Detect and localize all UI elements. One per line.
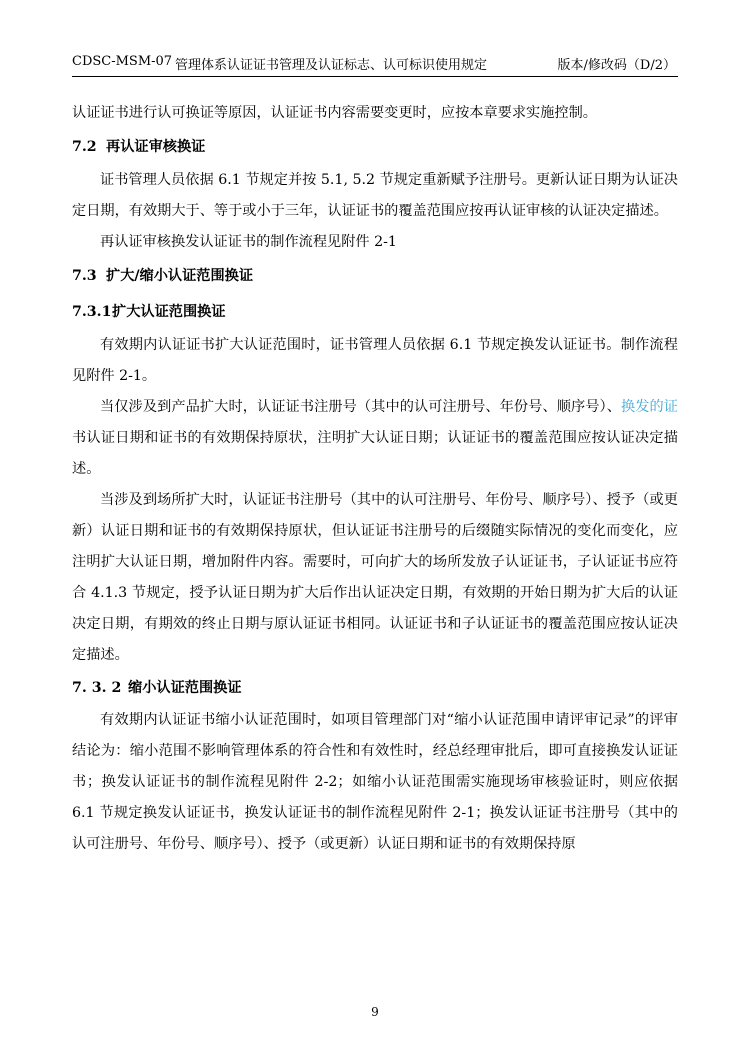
paragraph: 有效期内认证证书扩大认证范围时，证书管理人员依据 6.1 节规定换发认证证书。制作流程见附件 2-1。: [72, 337, 678, 384]
paragraph: 再认证审核换发认证证书的制作流程见附件 2-1: [100, 234, 397, 250]
paragraph: 当涉及到场所扩大时，认证证书注册号（其中的认可注册号、年份号、顺序号）、授予（或更新）认证日期和证书的有效期保持原状，但认证证书注册号的后缀随实际情况的变化而变化，应注明扩大认证日期，增加附件内容。需要时，可向扩大的场所发放子认证证书，子认证证书应符合 4.1.3 节规定，授予认证日期为扩大后作出认证决定日期，有效期的开始日期为扩大后的认证决定日期，有期效的终止日期与原认证证书相同。认证证书和子认证证书的覆盖范围应按认证决定描述。: [72, 492, 678, 663]
highlighted-text: 换发的证: [620, 399, 678, 415]
section-title: 再认证审核换证: [106, 139, 206, 155]
page-header: [72, 52, 678, 77]
section-title: 缩小认证范围换证: [128, 680, 242, 696]
paragraph: [72, 392, 678, 485]
section-number: 7.3: [72, 268, 97, 284]
section-title: 扩大/缩小认证范围换证: [106, 268, 254, 284]
section-heading-7-3-1: [72, 294, 678, 330]
section-heading-7-2: [72, 129, 678, 165]
document-title: 管理体系认证证书管理及认证标志、认可标识使用规定: [175, 58, 488, 73]
paragraph: 证书管理人员依据 6.1 节规定并按 5.1, 5.2 节规定重新赋予注册号。更新认证日期为认证决定日期，有效期大于、等于或小于三年，认证证书的覆盖范围应按再认证审核的认证决定描述。: [72, 172, 678, 219]
paragraph: 有效期内认证证书缩小认证范围时，如项目管理部门对“缩小认证范围申请评审记录”的评审结论为：缩小范围不影响管理体系的符合性和有效性时，经总经理审批后，即可直接换发认证证书；换发认证证书的制作流程见附件 2-2；如缩小认证范围需实施现场审核验证时，则应依据 6.1 节规定换发认证证书，换发认证证书的制作流程见附件 2-1；换发认证证书注册号（其中的认可注册号、年份号、顺序号）、授予（或更新）认证日期和证书的有效期保持原: [72, 712, 678, 852]
paragraph-text: 当仅涉及到产品扩大时，认证证书注册号（其中的认可注册号、年份号、顺序号）、: [100, 399, 621, 415]
section-heading-7-3-2: [72, 671, 678, 705]
section-title: 扩大认证范围换证: [112, 304, 226, 320]
page-content: [72, 98, 678, 860]
section-number: 7.3.1: [72, 304, 112, 320]
section-number: 7. 3. 2: [72, 680, 122, 696]
document-code: CDSC-MSM-07: [72, 54, 173, 69]
section-heading-7-3: [72, 258, 678, 294]
document-version: 版本/修改码（D/2）: [557, 58, 676, 73]
paragraph-text: 书认证日期和证书的有效期保持原状，注明扩大认证日期；认证证书的覆盖范围应按认证决定描述。: [72, 430, 678, 477]
page-number: 9: [371, 1005, 379, 1019]
section-number: 7.2: [72, 139, 97, 155]
paragraph: 认证证书进行认可换证等原因，认证证书内容需要变更时，应按本章要求实施控制。: [72, 105, 597, 121]
